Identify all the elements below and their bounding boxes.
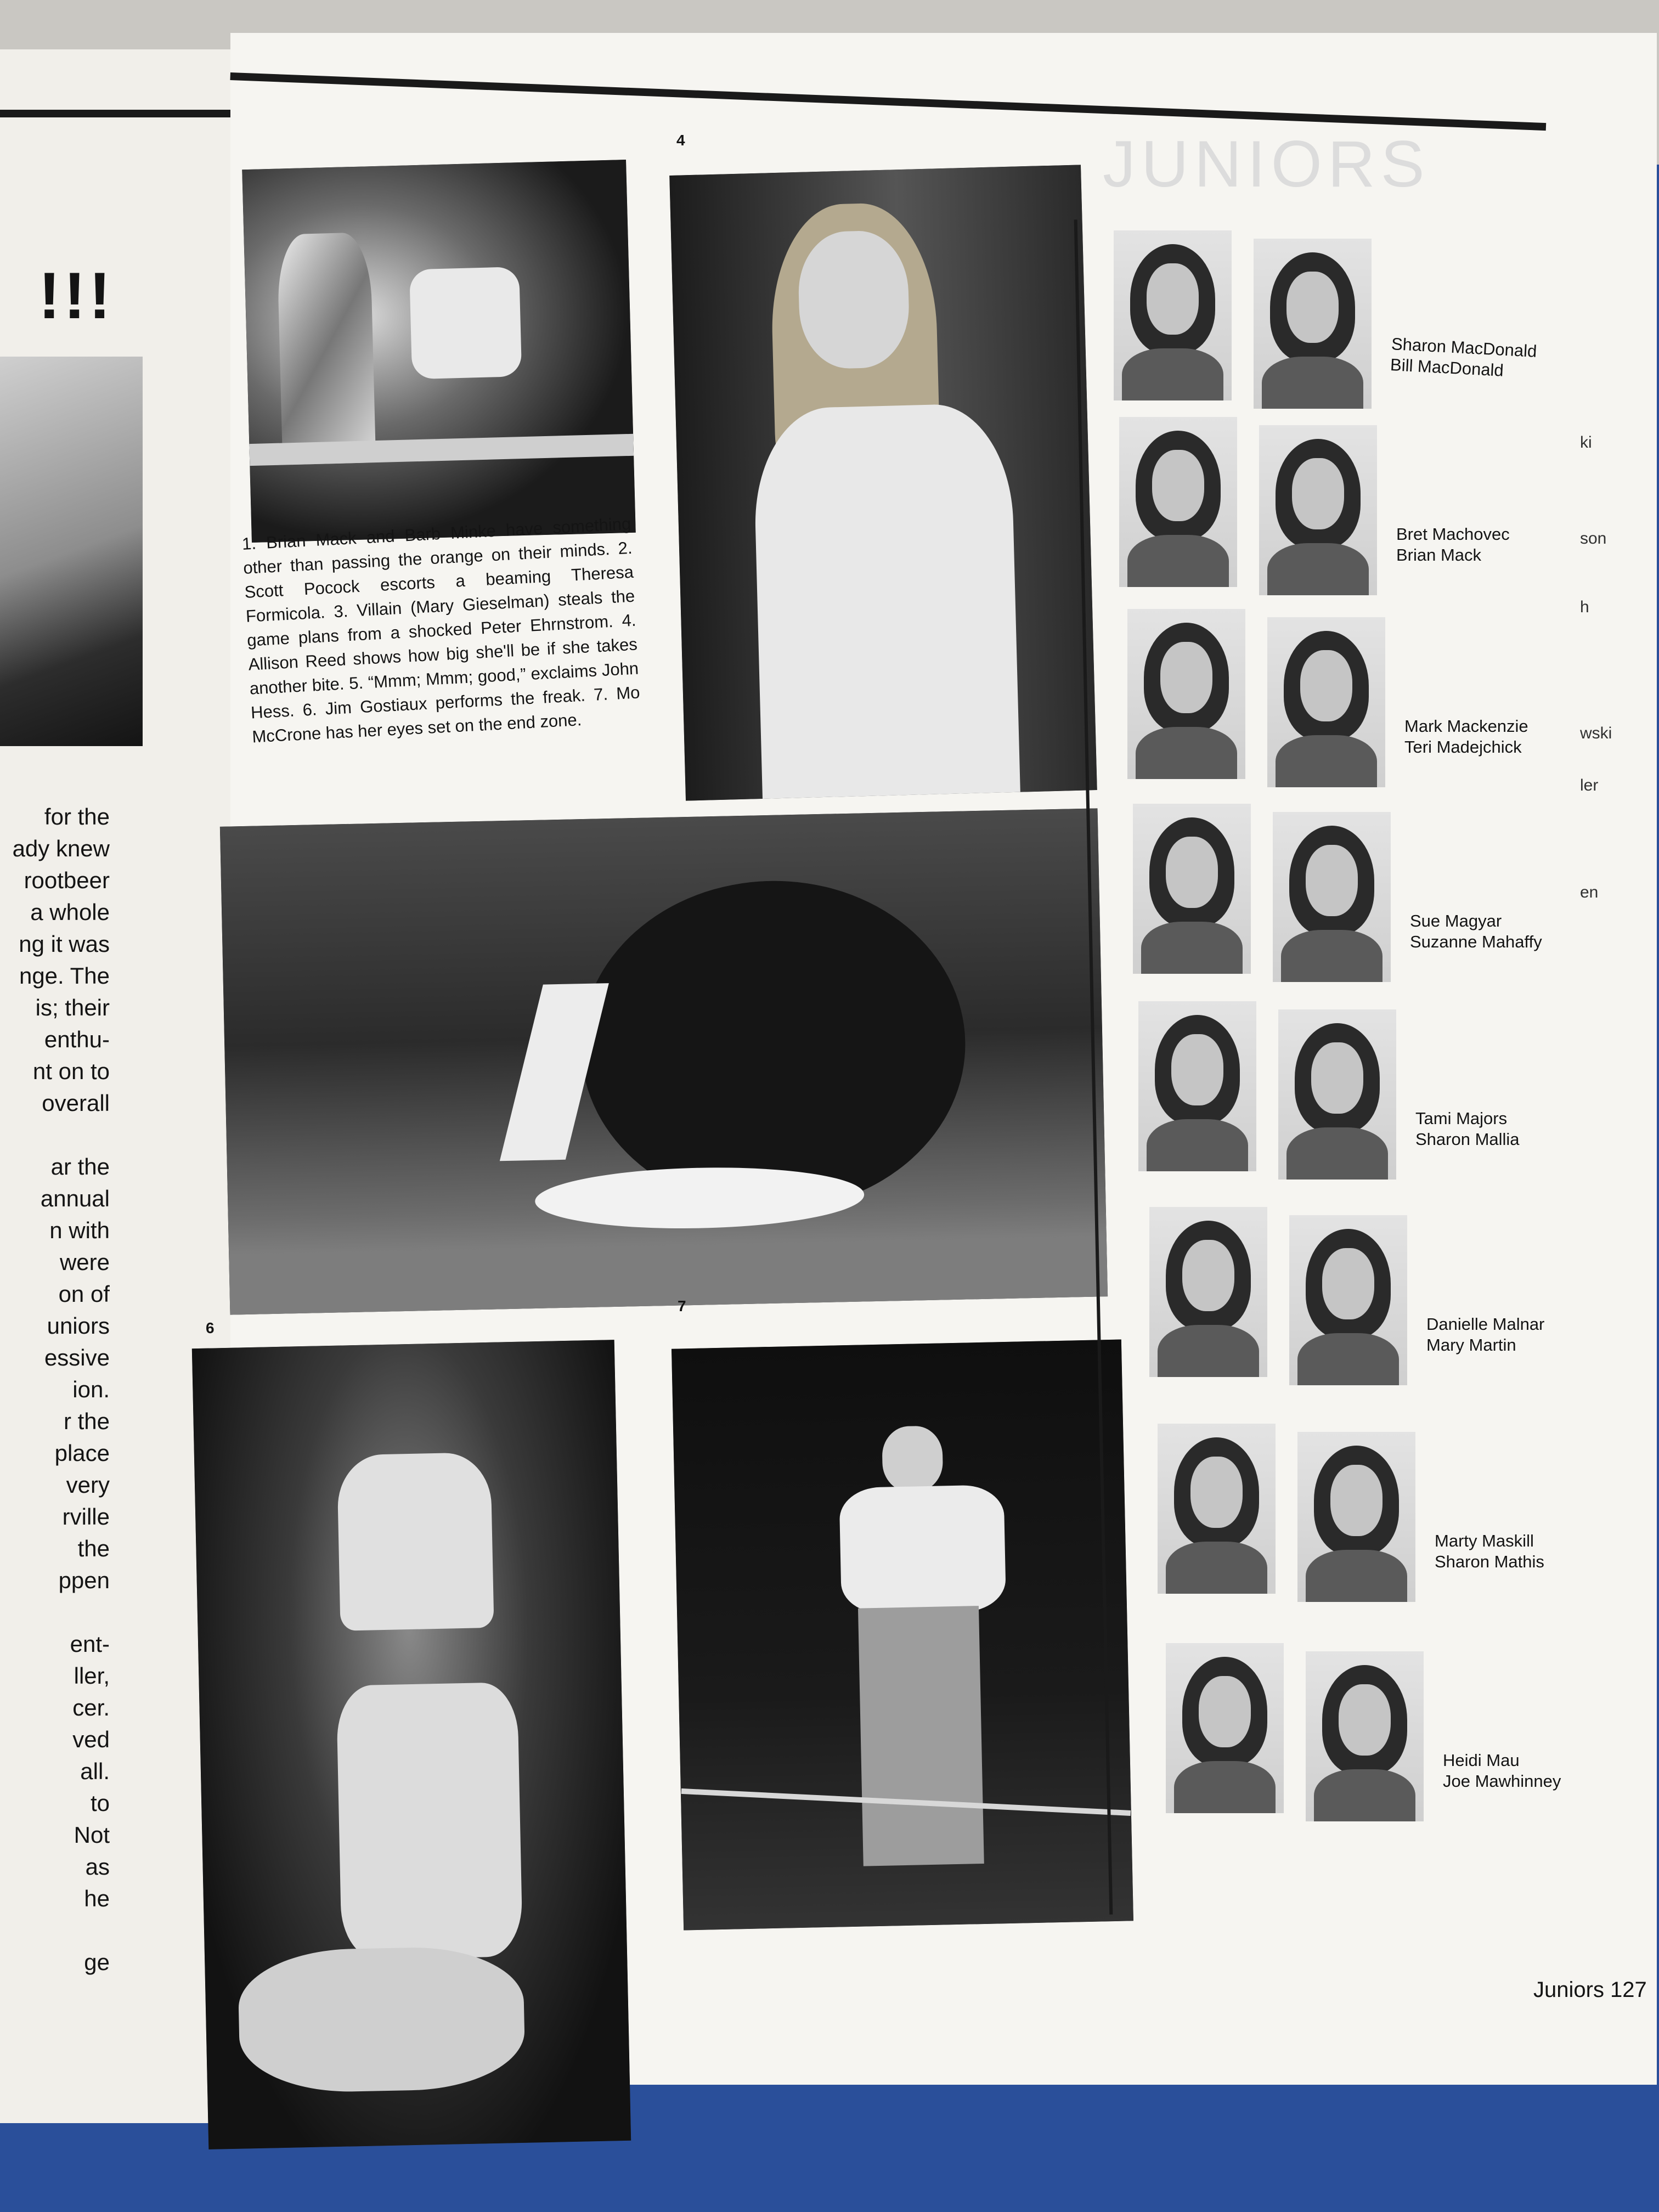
left-text-line: annual: [40, 1186, 110, 1211]
left-text-line: enthu-: [44, 1026, 110, 1052]
left-text-line: [0, 1596, 110, 1628]
photo-pie-eating-contest: [220, 808, 1108, 1314]
portrait-names: [1415, 1108, 1520, 1150]
left-page: [0, 49, 234, 2123]
portrait-name: Danielle Malnar: [1426, 1314, 1545, 1334]
student-portrait: [1259, 425, 1377, 595]
portrait-name: Bret Machovec: [1396, 524, 1510, 544]
student-portrait: [1254, 239, 1372, 409]
left-text-line: were: [59, 1249, 110, 1275]
left-text-line: overall: [42, 1090, 110, 1116]
portrait-name: Mary Martin: [1426, 1335, 1516, 1355]
student-portrait: [1138, 1001, 1256, 1171]
student-portrait: [1158, 1424, 1276, 1594]
photo-number-6: 6: [206, 1319, 215, 1336]
portrait-names: [1390, 334, 1537, 383]
left-text-line: [0, 1915, 110, 1946]
left-text-line: ent-: [70, 1631, 110, 1657]
portrait-names: [1410, 911, 1542, 952]
left-text-line: he: [84, 1886, 110, 1911]
photo-number-4: 4: [676, 132, 685, 149]
portrait-name: Tami Majors: [1415, 1109, 1508, 1128]
portrait-name: Bill MacDonald: [1390, 355, 1504, 380]
left-photo: [0, 357, 143, 746]
photo-football-end-zone: [672, 1340, 1133, 1931]
left-text-line: very: [66, 1472, 110, 1498]
portrait-name: Brian Mack: [1396, 545, 1482, 565]
left-text-line: ion.: [72, 1376, 110, 1402]
left-text-line: ved: [72, 1726, 110, 1752]
portrait-name: Joe Mawhinney: [1443, 1771, 1561, 1791]
left-text-line: place: [54, 1440, 110, 1466]
facing-page-fragment: son: [1580, 529, 1607, 548]
left-text-line: r the: [63, 1408, 110, 1434]
student-portrait: [1273, 812, 1391, 982]
right-top-rule: [230, 72, 1546, 131]
left-text-line: nge. The: [19, 963, 110, 989]
left-text-line: n with: [49, 1217, 110, 1243]
facing-page-fragment: en: [1580, 883, 1599, 901]
left-text-line: Not: [74, 1822, 110, 1848]
photo-caption: 1. Brian Mack and Barb Minke have something other than passing the orange on their minds. 2. Scott Pocock escorts a beaming Theresa Formicola. 3. Villain (Mary Gieselman) steals the game plans from a shocked Peter Ehrnstrom. 4. Allison Reed shows how big she'll be if she takes another bite. 5. “Mmm; Mmm; good,” exclaims John Hess. 6. Jim Gostiaux performs the freak. 7. Mo McCrone has her eyes set on the end zone.: [241, 514, 641, 747]
facing-page-fragment: h: [1580, 598, 1589, 616]
portrait-name: Marty Maskill: [1435, 1531, 1534, 1550]
student-portrait: [1114, 230, 1232, 400]
left-text-line: ng it was: [19, 931, 110, 957]
portrait-name: Sharon Mathis: [1435, 1552, 1544, 1571]
left-text-line: all.: [80, 1758, 110, 1784]
ghost-heading-show-through: JUNIORS: [1103, 127, 1430, 201]
photo-allison-reed: [669, 165, 1097, 800]
facing-page-fragment: wski: [1580, 724, 1612, 742]
left-text-line: uniors: [47, 1313, 110, 1339]
student-portrait: [1133, 804, 1251, 974]
student-portrait: [1297, 1432, 1415, 1602]
left-text-line: essive: [44, 1345, 110, 1370]
student-portrait: [1166, 1643, 1284, 1813]
left-text-line: cer.: [72, 1695, 110, 1720]
facing-page-fragment: ler: [1580, 776, 1599, 794]
left-text-line: rville: [62, 1504, 110, 1530]
left-text-line: a whole: [30, 899, 110, 925]
portrait-names: [1426, 1314, 1544, 1356]
left-text-line: is; their: [35, 995, 110, 1020]
portrait-names: [1396, 524, 1510, 566]
left-heading: !!!: [38, 259, 114, 332]
student-portrait: [1127, 609, 1245, 779]
portrait-name: Suzanne Mahaffy: [1410, 932, 1542, 951]
portrait-names: [1435, 1531, 1544, 1572]
left-text-line: ar the: [50, 1154, 110, 1180]
portrait-names: [1443, 1750, 1561, 1792]
portrait-name: Heidi Mau: [1443, 1751, 1520, 1770]
page-folio: Juniors 127: [1533, 1978, 1647, 2002]
student-portrait: [1306, 1651, 1424, 1821]
left-text-line: for the: [44, 804, 110, 830]
photo-number-7: 7: [678, 1297, 686, 1314]
portrait-name: Teri Madejchick: [1404, 737, 1522, 757]
photo-dance-freak: [192, 1340, 631, 2149]
left-text-line: to: [90, 1790, 110, 1816]
portrait-name: Sue Magyar: [1410, 911, 1502, 930]
facing-page-fragment: ki: [1580, 433, 1592, 452]
portrait-name: Sharon Mallia: [1415, 1130, 1520, 1149]
left-text-line: [0, 1119, 110, 1151]
student-portrait: [1267, 617, 1385, 787]
left-text-line: rootbeer: [24, 867, 110, 893]
student-portrait: [1278, 1009, 1396, 1180]
portrait-names: [1404, 716, 1528, 758]
left-text-line: ppen: [58, 1567, 110, 1593]
left-text-line: on of: [58, 1281, 110, 1307]
portrait-name: Mark Mackenzie: [1404, 716, 1528, 736]
student-portrait: [1119, 417, 1237, 587]
left-text-line: ller,: [74, 1663, 110, 1689]
left-text-line: the: [77, 1536, 110, 1561]
left-text-line: ady knew: [12, 836, 110, 861]
photo-villain-game-plans: [242, 160, 636, 543]
left-top-rule: [0, 110, 230, 117]
left-text-line: as: [85, 1854, 110, 1880]
left-text-line: nt on to: [32, 1058, 110, 1084]
portrait-name: Sharon MacDonald: [1391, 334, 1538, 361]
student-portrait: [1289, 1215, 1407, 1385]
left-body-text: [0, 801, 110, 1978]
student-portrait: [1149, 1207, 1267, 1377]
left-text-line: ge: [84, 1949, 110, 1975]
